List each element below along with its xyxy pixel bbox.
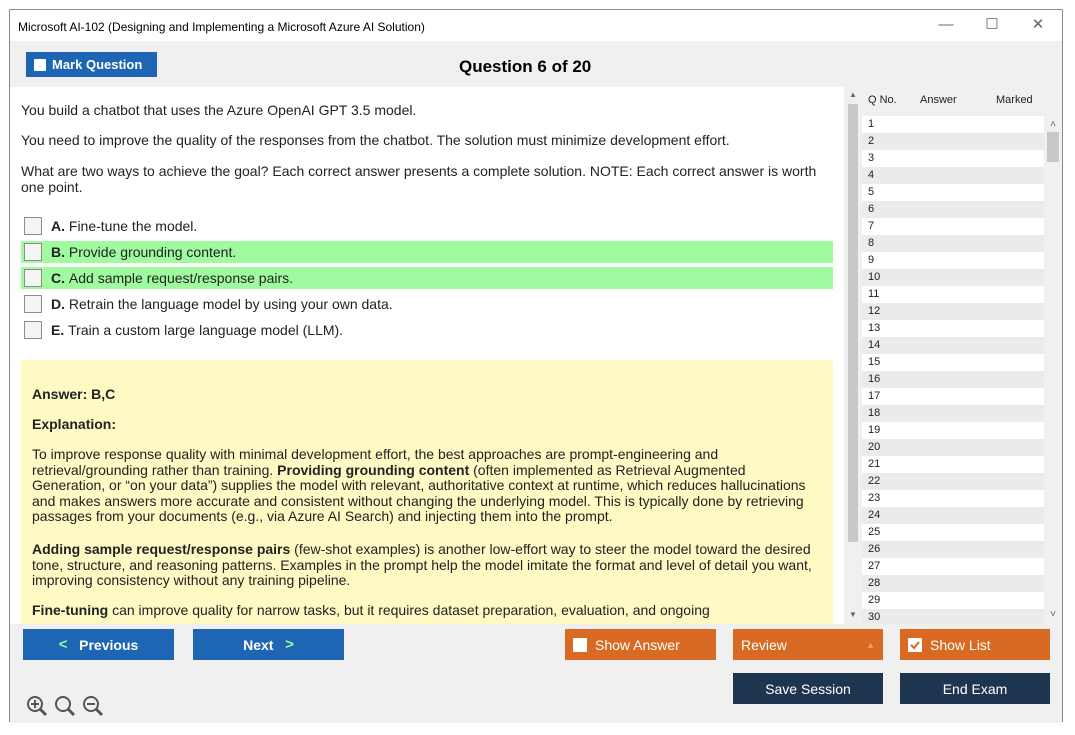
explanation-paragraph-3: Fine-tuning can improve quality for narrow tasks, but it requires dataset preparation, evaluation, and ongoing [32, 602, 710, 618]
question-list-scrollbar[interactable] [1044, 116, 1062, 624]
option-text: Fine-tune the model. [68, 218, 198, 234]
question-number: 7 [868, 220, 875, 232]
question-number: 25 [868, 526, 881, 538]
list-item[interactable] [862, 575, 1044, 592]
question-number: 10 [868, 271, 881, 283]
option-letter: D. [51, 296, 65, 312]
zoom-in-icon[interactable] [26, 695, 48, 717]
option-checkbox[interactable] [24, 243, 42, 261]
question-text-2: You need to improve the quality of the responses from the chatbot. The solution must minimize development effort. [21, 132, 730, 148]
list-item[interactable] [862, 184, 1044, 201]
option-letter: B. [51, 244, 65, 260]
scroll-down-icon[interactable]: ▼ [849, 610, 857, 619]
answer-line: Answer: B,C [32, 386, 116, 402]
option-letter: C. [51, 270, 65, 286]
list-item[interactable] [862, 201, 1044, 218]
question-number: 17 [868, 390, 881, 402]
question-number: 4 [868, 169, 875, 181]
question-number: 28 [868, 577, 881, 589]
list-item[interactable] [862, 388, 1044, 405]
question-list [862, 116, 1044, 624]
question-pane [10, 87, 844, 624]
question-number: 9 [868, 254, 875, 266]
list-item[interactable] [862, 252, 1044, 269]
list-item[interactable] [862, 286, 1044, 303]
chevron-down-icon[interactable]: ˅ [1050, 609, 1056, 620]
list-item[interactable] [862, 303, 1044, 320]
question-number: 12 [868, 305, 881, 317]
list-item[interactable] [862, 439, 1044, 456]
chevron-up-icon[interactable]: ˄ [1050, 119, 1056, 130]
window-title: Microsoft AI-102 (Designing and Implementing a Microsoft Azure AI Solution) [18, 20, 425, 34]
show-answer-button[interactable]: Show Answer [565, 629, 716, 660]
previous-button[interactable]: < Previous [23, 629, 174, 660]
option-checkbox[interactable] [24, 321, 42, 339]
option-letter: A. [51, 218, 65, 234]
list-item[interactable] [862, 541, 1044, 558]
question-number: 11 [868, 288, 880, 300]
question-list-header [862, 87, 1062, 109]
maximize-icon[interactable]: ☐ [985, 16, 999, 33]
option-checkbox[interactable] [24, 269, 42, 287]
scrollbar-thumb[interactable] [848, 104, 858, 542]
list-item[interactable] [862, 354, 1044, 371]
explanation-paragraph-1: To improve response quality with minimal development effort, the best approaches are prompt-engineering and retrieval/grounding rather than training. Providing grounding content (often implemented as Retrieval Augmented Generation, or “on your data”) supplies the model with relevant, authoritative context at runtime, which reduces hallucinations and makes answers more accurate and consistent without changing the underlying model. This is typically done by retrieving passages from your documents (e.g., via Azure AI Search) and injecting them into the prompt. [32, 446, 806, 524]
question-title: Question 6 of 20 [459, 57, 592, 76]
list-item[interactable] [862, 235, 1044, 252]
list-item[interactable] [862, 473, 1044, 490]
next-button[interactable]: Next > [193, 629, 344, 660]
question-number: 27 [868, 560, 881, 572]
question-number: 3 [868, 152, 875, 164]
list-item[interactable] [862, 320, 1044, 337]
question-list-panel [862, 87, 1062, 624]
list-item[interactable] [862, 507, 1044, 524]
zoom-reset-icon[interactable] [54, 695, 76, 717]
list-item[interactable] [862, 524, 1044, 541]
zoom-out-icon[interactable] [82, 695, 104, 717]
question-number: 6 [868, 203, 875, 215]
list-item[interactable] [862, 218, 1044, 235]
list-item[interactable] [862, 490, 1044, 507]
save-session-button[interactable]: Save Session [733, 673, 883, 704]
option-c[interactable] [21, 267, 833, 289]
question-number: 1 [868, 118, 875, 130]
option-checkbox[interactable] [24, 295, 42, 313]
option-text: Provide grounding content. [68, 244, 237, 260]
question-number: 16 [868, 373, 881, 385]
zoom-controls [26, 695, 104, 717]
question-number: 30 [868, 611, 881, 623]
list-item[interactable] [862, 116, 1044, 133]
list-item[interactable] [862, 592, 1044, 609]
question-number: 15 [868, 356, 881, 368]
end-exam-button[interactable]: End Exam [900, 673, 1050, 704]
question-number: 18 [868, 407, 881, 419]
list-item[interactable] [862, 371, 1044, 388]
question-number: 2 [868, 135, 875, 147]
answer-panel [21, 360, 833, 624]
question-number: 19 [868, 424, 881, 436]
chevron-right-icon: > [285, 636, 294, 653]
question-number: 13 [868, 322, 881, 334]
scrollbar-thumb[interactable] [1047, 132, 1059, 162]
mark-question-button[interactable] [26, 52, 157, 77]
show-list-button[interactable]: Show List [900, 629, 1050, 660]
explanation-paragraph-2: Adding sample request/response pairs (few-shot examples) is another low-effort way to steer the model toward the desired tone, structure, and reasoning patterns. Examples in the prompt help the model imitate the format and level of detail you want, improving consistency without any training pipeline. [32, 541, 812, 588]
list-item[interactable] [862, 405, 1044, 422]
checkbox-icon [573, 638, 587, 652]
footer-bar [10, 624, 1062, 723]
checked-checkbox-icon [908, 638, 922, 652]
mark-question-label: Mark Question [52, 57, 143, 72]
list-item[interactable] [862, 558, 1044, 575]
review-dropdown[interactable]: Review ▲ [733, 629, 883, 660]
question-number: 24 [868, 509, 881, 521]
list-item[interactable] [862, 133, 1044, 150]
question-number: 26 [868, 543, 881, 555]
option-b[interactable] [21, 241, 833, 263]
column-answer: Answer [920, 94, 957, 106]
question-header [10, 41, 1062, 87]
list-item[interactable] [862, 167, 1044, 184]
question-number: 8 [868, 237, 875, 249]
list-item[interactable] [862, 269, 1044, 286]
question-number: 5 [868, 186, 875, 198]
list-item[interactable] [862, 337, 1044, 354]
option-a[interactable] [21, 215, 833, 237]
option-text: Retrain the language model by using your own data. [68, 296, 393, 312]
question-text-1: You build a chatbot that uses the Azure OpenAI GPT 3.5 model. [21, 102, 417, 118]
list-item[interactable] [862, 422, 1044, 439]
option-checkbox[interactable] [24, 217, 42, 235]
question-number: 14 [868, 339, 881, 351]
close-icon[interactable]: ✕ [1031, 16, 1045, 33]
option-d[interactable] [21, 293, 833, 315]
option-text: Add sample request/response pairs. [68, 270, 294, 286]
chevron-left-icon: < [58, 636, 68, 653]
column-qno: Q No. [868, 94, 897, 106]
question-number: 22 [868, 475, 881, 487]
list-item[interactable] [862, 150, 1044, 167]
question-number: 20 [868, 441, 881, 453]
checkbox-icon [34, 59, 46, 71]
option-text: Train a custom large language model (LLM). [68, 322, 344, 338]
question-text-3: What are two ways to achieve the goal? Each correct answer presents a complete solution. NOTE: Each correct answer is worth one point. [21, 163, 817, 195]
question-number: 23 [868, 492, 881, 504]
question-scrollbar[interactable] [846, 87, 860, 624]
list-item[interactable] [862, 456, 1044, 473]
question-number: 29 [868, 594, 881, 606]
question-number: 21 [868, 458, 881, 470]
dropdown-arrow-icon: ▲ [866, 639, 875, 650]
option-letter: E. [51, 322, 65, 338]
explanation-heading: Explanation: [32, 416, 117, 432]
option-e[interactable] [21, 319, 833, 341]
scroll-up-icon[interactable]: ▲ [849, 90, 857, 99]
title-bar [10, 10, 1062, 41]
app-window [9, 9, 1063, 722]
minimize-icon[interactable]: — [938, 16, 954, 33]
column-marked: Marked [996, 94, 1033, 106]
